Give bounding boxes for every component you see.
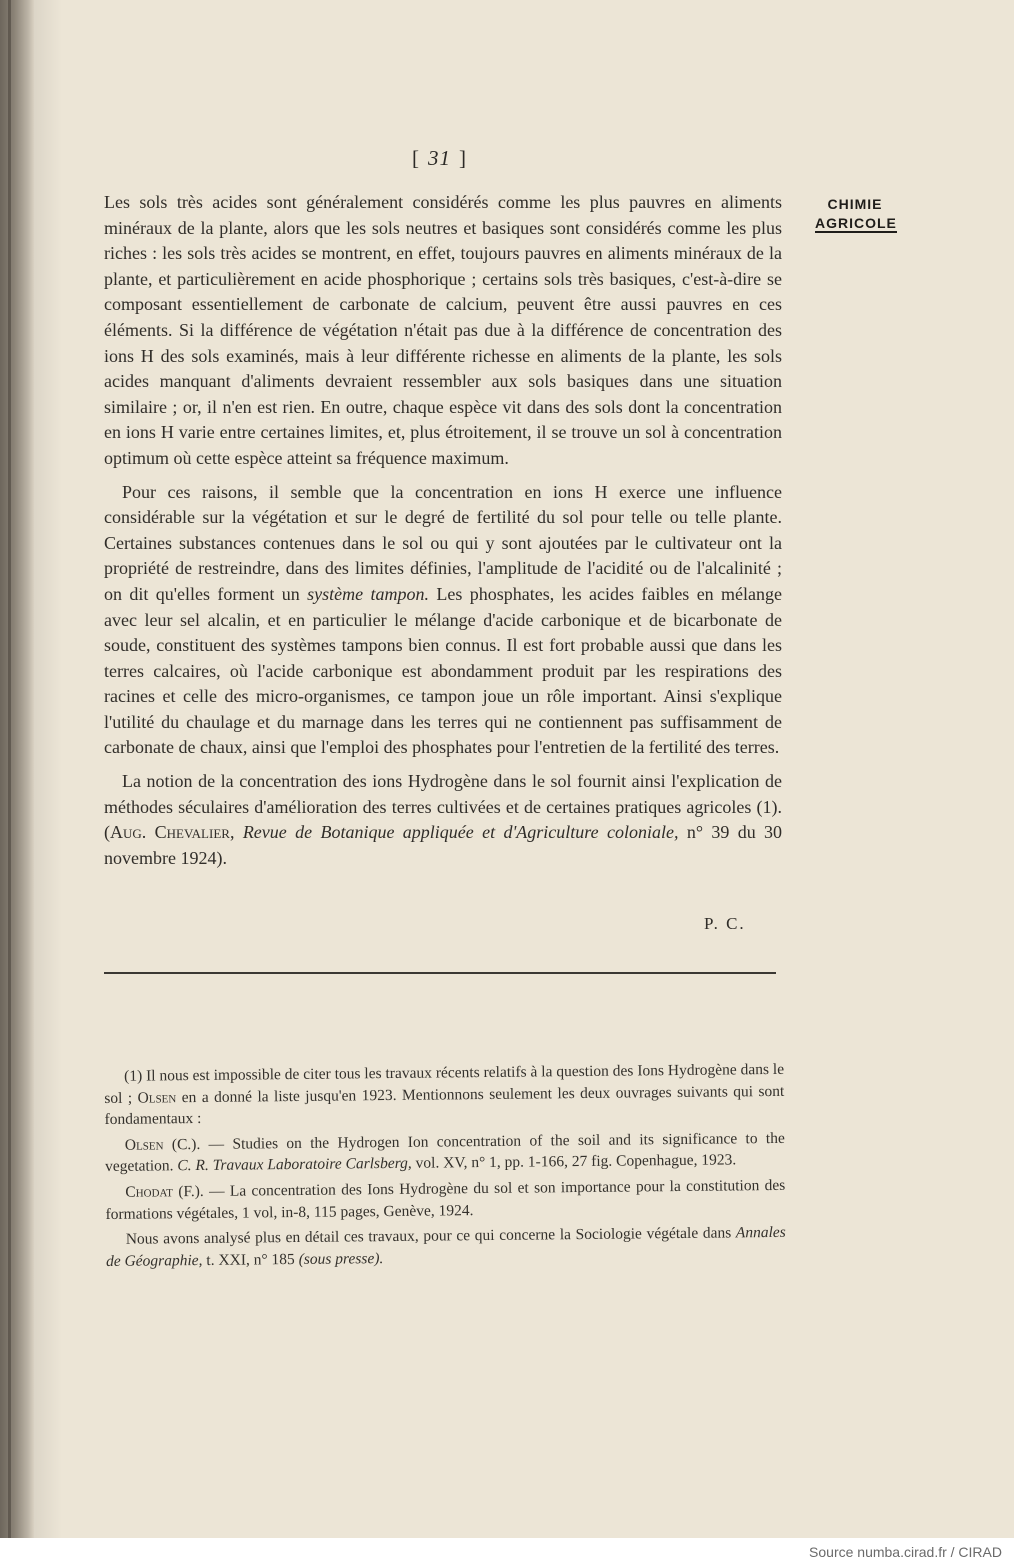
source-credit: Source numba.cirad.fr / CIRAD: [809, 1544, 1002, 1560]
footnote-note-part-a: Nous avons analysé plus en détail ces travaux, pour ce qui concerne la Sociologie végétale dans: [125, 1224, 732, 1248]
article-body: [104, 190, 782, 879]
paragraph-1: Les sols très acides sont généralement considérés comme les plus pauvres en aliments minéraux de la plante, alors que les sols neutres et basiques sont considérés comme les plus riches : les sols très acides se montrent, en effet, toujours pauvres en aliments minéraux de la plante, et particulièrement en acide phosphorique ; certains sols très basiques, c'est-à-dire se composant essentiellement de carbonate de calcium, peuvent être aussi pauvres en ces éléments. Si la différence de végétation n'était pas due à la différence de concentration des ions H des sols examinés, mais à leur différente richesse en aliments de la plante, les sols acides manquant d'aliments devraient ressembler aux sols basiques dans une situation similaire ; or, il n'en est rien. En outre, chaque espèce vit dans des sols dont la concentration en ions H varie entre certaines limites, et, plus étroitement, il se trouve un sol à concentration optimum où cette espèce atteint sa fréquence maximum.: [104, 192, 782, 468]
footnote-note-journal: Annales de Géographie,: [105, 1224, 786, 1270]
page-number-value: 31: [428, 146, 451, 170]
reference-olsen: [105, 1128, 785, 1178]
paragraph-2-italic: système tampon.: [307, 583, 429, 604]
margin-label-line2: AGRICOLE: [815, 215, 897, 231]
page-number: [412, 146, 467, 171]
reference-chodat-author: Chodat: [125, 1183, 174, 1201]
footnote-1-author: Olsen: [137, 1088, 177, 1107]
footnote-note: [106, 1222, 786, 1272]
reference-olsen-author: Olsen: [124, 1136, 164, 1154]
bracket-close: ]: [459, 146, 467, 170]
footnote-divider: [104, 972, 776, 974]
footnote-note-part-b: t. XXI, n° 185: [206, 1250, 295, 1269]
footnote-1: [104, 1059, 785, 1131]
footnote-note-status: (sous presse).: [298, 1249, 384, 1268]
paragraph-3-author: Aug. Chevalier,: [110, 822, 235, 843]
bracket-open: [: [412, 146, 420, 170]
reference-chodat-title: (F.). — La concentration des Ions Hydrogène du sol et son importance pour la constitution des formations végétales, 1 vol, in-8, 115 pages, Genève, 1924.: [105, 1176, 786, 1223]
paragraph-2: [104, 480, 782, 762]
paragraph-2-part-b: Les phosphates, les acides faibles en mélange avec leur sel alcalin, et en particulier le mélange d'acide carbonique et de bicarbonate de soude, constituent des systèmes tampons bien connus. Il est fort probable aussi que dans les terres calcaires, où l'acide carbonique est abondamment produit par les respirations des racines et celle des micro-organismes, ce tampon joue un rôle important. Ainsi s'explique l'utilité du chaulage et du marnage dans les terres qui ne contiennent pas suffisamment de carbonate de chaux, ainsi que l'emploi des phosphates pour l'entretien de la fertilité des terres.: [104, 583, 783, 758]
reference-chodat: [105, 1175, 785, 1225]
paragraph-3-journal: Revue de Botanique appliquée et d'Agriculture coloniale,: [242, 822, 679, 843]
footnote-1-part-b: en a donné la liste jusqu'en 1923. Mentionnons seulement les deux ouvrages suivants qui sont fondamentaux :: [104, 1082, 785, 1129]
footnote-1-part-a: (1) Il nous est impossible de citer tous les travaux récents relatifs à la question des Ions Hydrogène dans le sol ;: [104, 1060, 785, 1107]
paragraph-2-part-a: Pour ces raisons, il semble que la concentration en ions H exerce une influence considérable sur la végétation et sur le degré de fertilité du sol pour telle ou telle plante. Certaines substances contenues dans le sol ou qui y sont ajoutées par le cultivateur ont la propriété de restreindre, dans des limites définies, l'amplitude de l'acidité ou de l'alcalinité ; on dit qu'elles forment un: [104, 481, 782, 604]
paragraph-3: [104, 769, 782, 871]
source-bar: [0, 1538, 1014, 1566]
reference-olsen-journal: C. R. Travaux Laboratoire Carlsberg,: [177, 1155, 412, 1175]
reference-olsen-title: (C.). — Studies on the Hydrogen Ion concentration of the soil and its significance to the vegetation.: [104, 1129, 785, 1176]
footnotes: [104, 1059, 786, 1276]
paragraph-3-part-a: La notion de la concentration des ions Hydrogène dans le sol fournit ainsi l'explication de méthodes séculaires d'amélioration des terres cultivées et de certaines pratiques agricoles (1). (: [104, 771, 782, 843]
section-margin-label: [815, 195, 895, 233]
margin-label-line1: CHIMIE: [827, 196, 883, 212]
signature-initials: P. C.: [704, 914, 746, 933]
spine-edge: [8, 0, 11, 1538]
paragraph-3-part-b: n° 39 du 30 novembre 1924).: [104, 822, 783, 868]
reference-olsen-details: vol. XV, n° 1, pp. 1-166, 27 fig. Copenhague, 1923.: [415, 1151, 737, 1173]
book-spine: [0, 0, 34, 1538]
